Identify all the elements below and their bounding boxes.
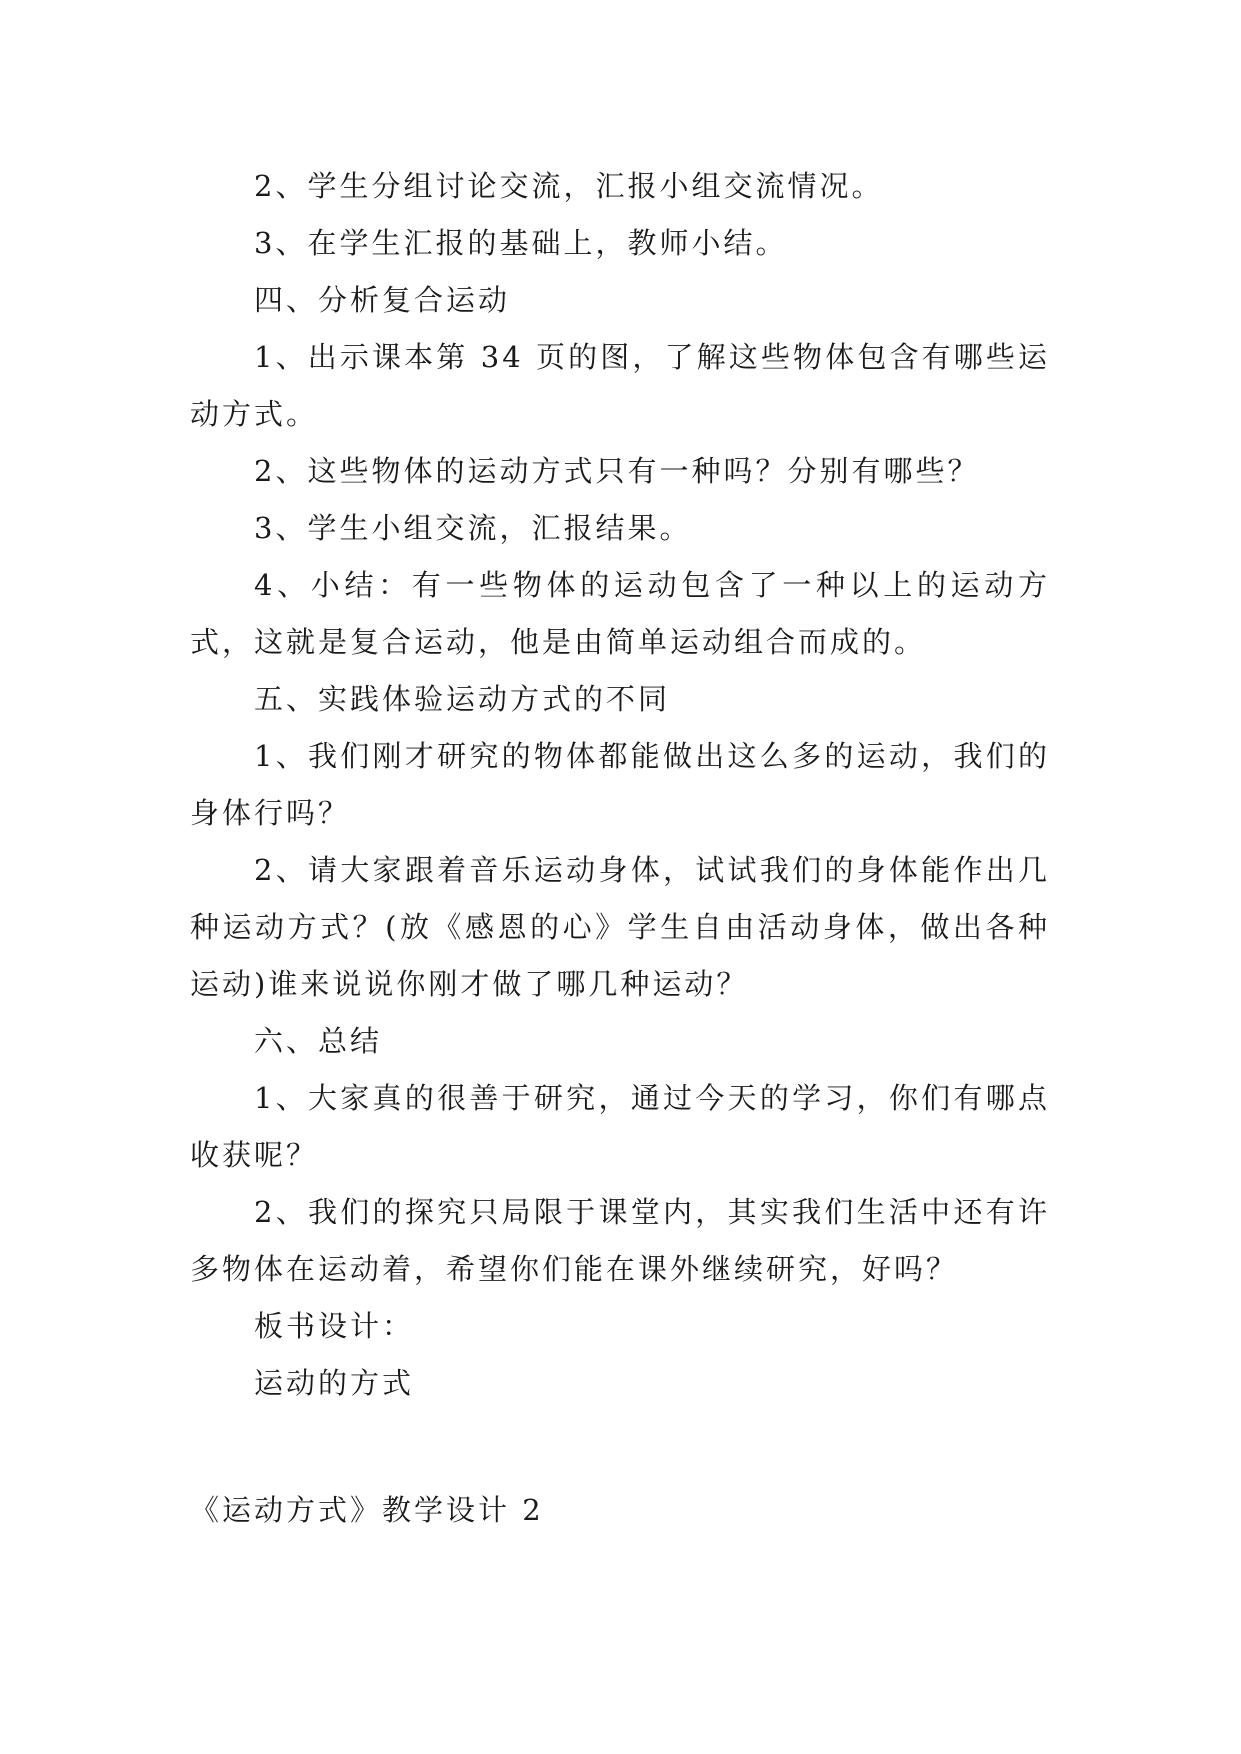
section-heading: 四、分析复合运动 [254, 283, 511, 317]
paragraph: 1、我们刚才研究的物体都能做出这么多的运动，我们的身体行吗？ [190, 739, 1050, 830]
paragraph: 4、小结：有一些物体的运动包含了一种以上的运动方式，这就是复合运动，他是由简单运动组合而成的。 [190, 568, 1050, 659]
paragraph: 运动的方式 [254, 1366, 415, 1400]
paragraph: 1、出示课本第 34 页的图，了解这些物体包含有哪些运动方式。 [190, 340, 1050, 431]
paragraph: 2、学生分组讨论交流，汇报小组交流情况。 [254, 169, 884, 203]
paragraph: 3、在学生汇报的基础上，教师小结。 [254, 226, 788, 260]
paragraph: 2、这些物体的运动方式只有一种吗？分别有哪些？ [254, 454, 980, 488]
section-heading: 五、实践体验运动方式的不同 [254, 682, 671, 716]
paragraph: 1、大家真的很善于研究，通过今天的学习，你们有哪点收获呢？ [190, 1081, 1050, 1172]
section-heading: 六、总结 [254, 1024, 383, 1058]
document-body [190, 158, 1050, 1412]
paragraph: 2、我们的探究只局限于课堂内，其实我们生活中还有许多物体在运动着，希望你们能在课外继续研究，好吗？ [190, 1195, 1050, 1286]
section-title: 《运动方式》教学设计 2 [190, 1493, 544, 1527]
paragraph: 2、请大家跟着音乐运动身体，试试我们的身体能作出几种运动方式？(放《感恩的心》学生自由活动身体，做出各种运动)谁来说说你刚才做了哪几种运动？ [190, 853, 1050, 1001]
paragraph: 板书设计： [254, 1309, 415, 1343]
paragraph: 3、学生小组交流，汇报结果。 [254, 511, 692, 545]
